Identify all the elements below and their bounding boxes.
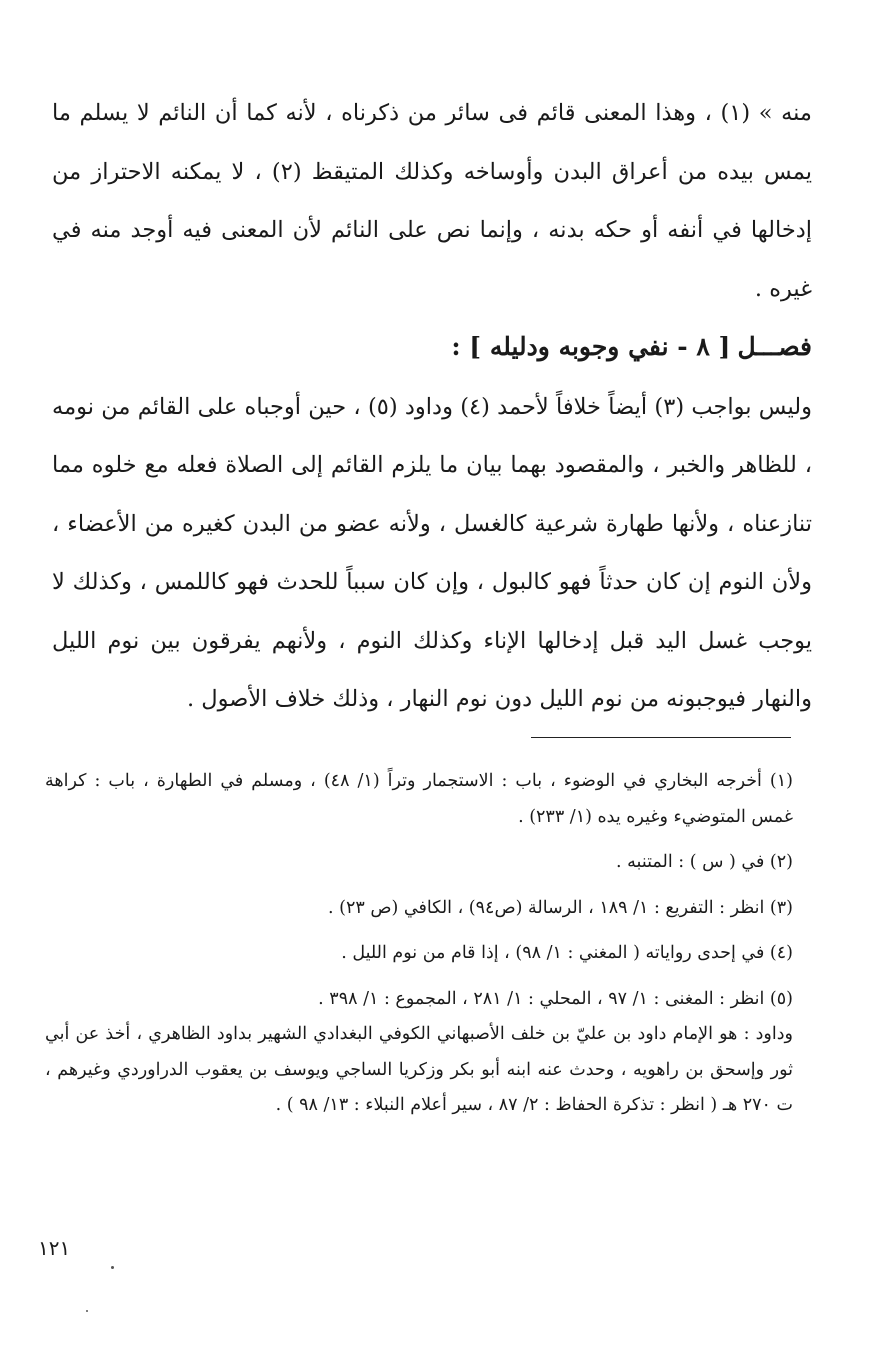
section-heading [52,318,812,378]
speck [86,1310,88,1312]
footnote-4: (٤) في إحدى رواياته ( المغني : ١/ ٩٨) ، إذا قام من نوم الليل . [341,943,793,963]
page-number: ١٢١ [38,1236,71,1260]
footnote-1: (١) أخرجه البخاري في الوضوء ، باب : الاستجمار وتراً (١/ ٤٨) ، ومسلم في الطهارة ، باب : كراهة غمس المتوضيء وغيره يده (١/ ٢٣٣) . [45,771,793,827]
speck [111,1266,114,1269]
main-text [52,84,812,729]
section-heading-label: فصـــل [737,332,812,361]
footnote-5: (٥) انظر : المغنى : ١/ ٩٧ ، المحلي : ١/ ٢٨١ ، المجموع : ١/ ٣٩٨ . [318,988,793,1009]
section-heading-title: [ ٨ - نفي وجوبه ودليله ] : [451,332,731,361]
footnote-5-continuation: وداود : هو الإمام داود بن عليّ بن خلف الأصبهاني الكوفي البغدادي الشهير بداود الظاهري ، أخذ عن أبي ثور وإسحق بن راهويه ، وحدث عنه ابنه أبو بكر وزكريا الساجي ويوسف بن يعقوب الدراوردي وغيرهم ، ت ٢٧٠ هـ ( انظر : تذكرة الحفاظ : ٢/ ٨٧ ، سير أعلام النبلاء : ١٣/ ٩٨ ) . [45,1024,793,1115]
footnote-3: (٣) انظر : التفريع : ١/ ١٨٩ ، الرسالة (ص٩٤) ، الكافي (ص ٢٣) . [328,897,793,918]
footnote-2: (٢) في ( س ) : المتنبه . [616,852,793,872]
paragraph-2: وليس بواجب (٣) أيضاً خلافاً لأحمد (٤) وداود (٥) ، حين أوجباه على القائم من نومه ، للظاهر والخبر ، والمقصود بهما بيان ما يلزم القائم إلى الصلاة فعله مع خلوه مما تنازعناه ، ولأنها طهارة شرعية كالغسل ، ولأنه عضو من البدن كغيره من الأعضاء ، ولأن النوم إن كان حدثاً فهو كالبول ، وإن كان سبباً للحدث فهو كاللمس ، وكذلك لا يوجب غسل اليد قبل إدخالها الإناء وكذلك النوم ، ولأنهم يفرقون بين نوم الليل والنهار فيوجبونه من نوم الليل دون نوم النهار ، وذلك خلاف الأصول . [52,393,813,712]
footnotes [45,764,793,1124]
paragraph-1: منه » (١) ، وهذا المعنى قائم فى سائر من ذكرناه ، لأنه كما أن النائم لا يسلم ما يمس بيده من أعراق البدن وأوساخه وكذلك المتيقظ (٢) ، لا يمكنه الاحتراز من إدخالها في أنفه أو حكه بدنه ، وإنما نص على النائم لأن المعنى فيه أوجد منه في غيره . [52,100,812,302]
footnote-separator [531,737,791,738]
